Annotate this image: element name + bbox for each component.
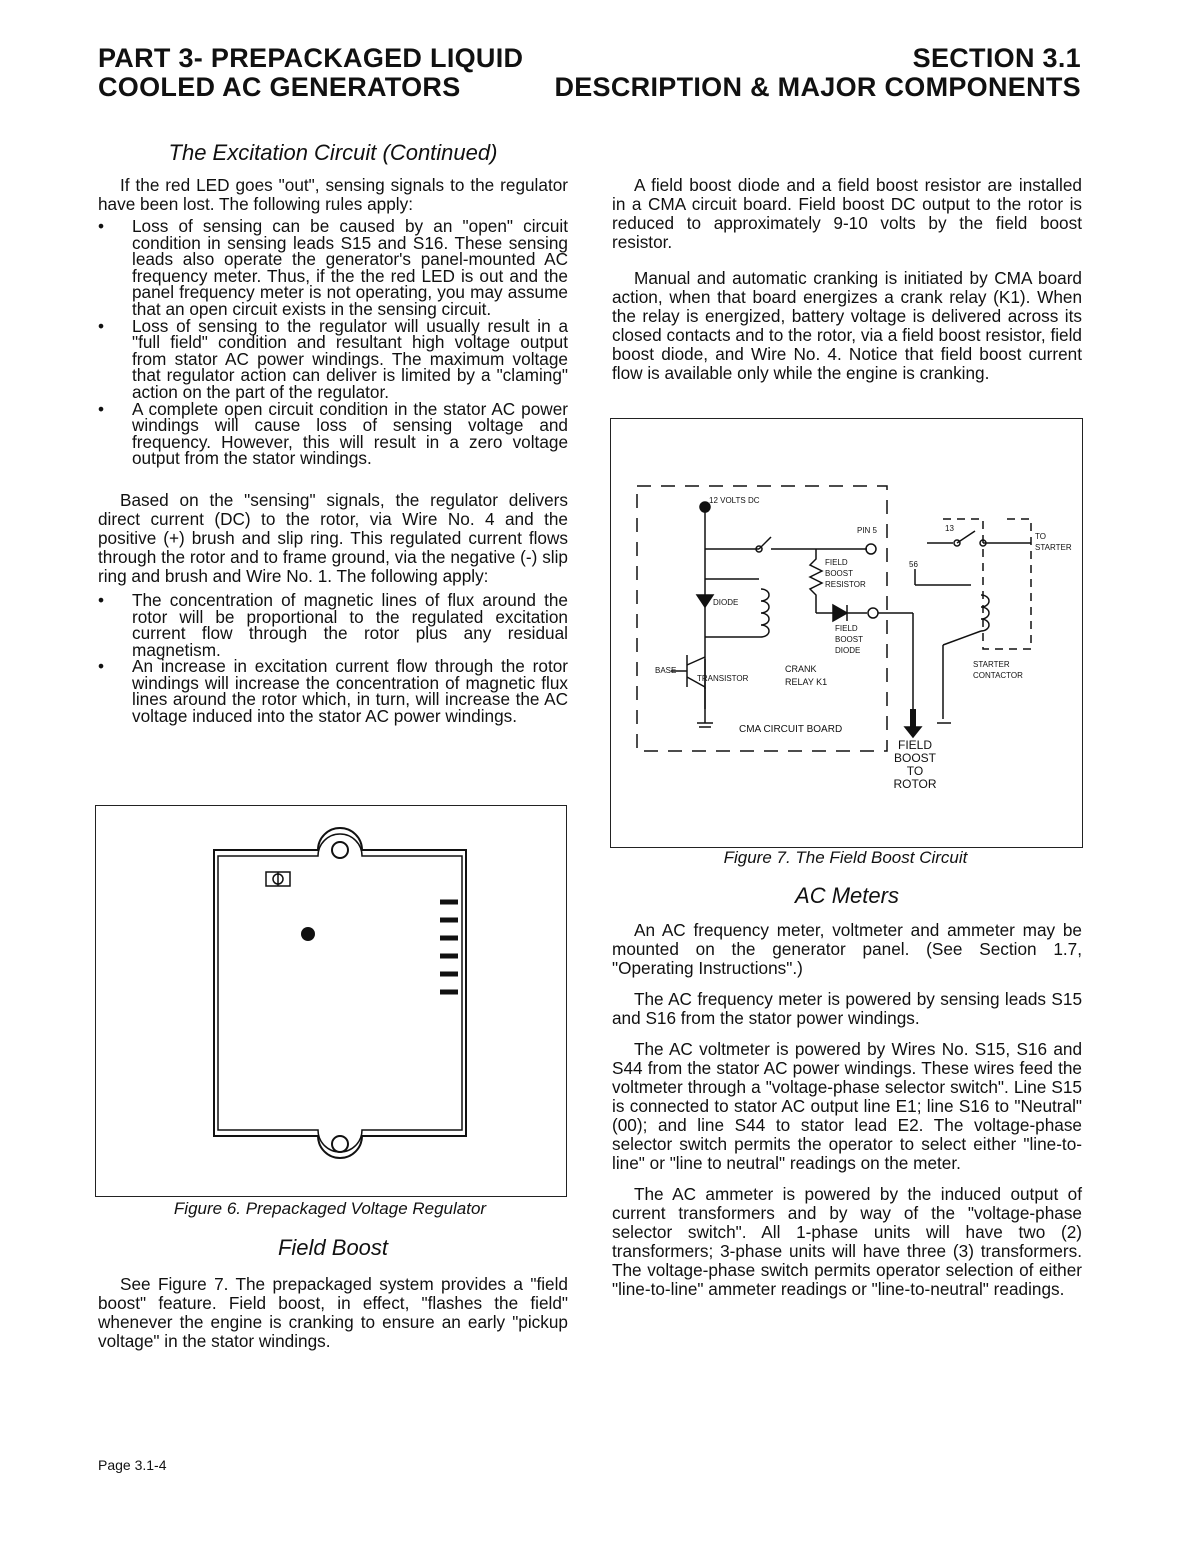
figure-7-caption: Figure 7. The Field Boost Circuit xyxy=(723,848,968,867)
label-12v: 12 VOLTS DC xyxy=(709,496,760,505)
label-diode: DIODE xyxy=(713,598,739,607)
part-title: PART 3- PREPACKAGED LIQUID COOLED AC GENERATORS xyxy=(98,43,524,102)
figure-7-box xyxy=(610,418,1083,848)
list-item: • An increase in excitation current flow through the rotor windings will increase the concentration of magnetic flux lines around the rotor which, in turn, will increase the AC voltage induced into the stator AC power windings. xyxy=(98,658,568,724)
label-resistor-1: FIELD xyxy=(825,558,848,567)
list-item: • Loss of sensing can be caused by an "open" circuit condition in sensing leads S15 and S16. These sensing leads also operate the generator's panel-mounted AC frequency meter. Thus, if the the red LED is out and the panel frequency meter is not operating, you may assume that an open circuit exists in the sensing circuit. xyxy=(98,218,568,318)
section-title: SECTION 3.1 DESCRIPTION & MAJOR COMPONENTS xyxy=(554,43,1081,102)
label-boost-diode-1: FIELD xyxy=(835,624,858,633)
label-to: TO xyxy=(1035,532,1046,541)
field-boost-paragraph: See Figure 7. The prepackaged system provides a "field boost" feature. Field boost, in effect, "flashes the field" whenever the engine is cranking to ensure an early "pickup voltage" in the stator windings. xyxy=(98,1274,568,1351)
label-56: 56 xyxy=(909,560,918,569)
sensing-rules-list xyxy=(98,218,568,467)
figure-6-box xyxy=(95,805,567,1197)
ac-meters-section xyxy=(612,883,1082,1299)
label-boost: BOOST xyxy=(893,751,937,765)
cranking-paragraph: Manual and automatic cranking is initiated by CMA board action, when that board energizes a crank relay (K1). When the relay is energized, battery voltage is delivered across its closed contacts and to the rotor, via a field boost resistor, field boost diode, and Wire No. 4. Notice that field boost current flow is available only while the engine is cranking. xyxy=(612,268,1082,383)
label-rotor: ROTOR xyxy=(893,777,937,791)
label-starter-contactor-1: STARTER xyxy=(973,660,1010,669)
voltage-regulator-illustration xyxy=(96,806,566,1196)
label-relay: RELAY K1 xyxy=(785,677,828,687)
label-crank: CRANK xyxy=(785,664,817,674)
figure-6-caption: Figure 6. Prepackaged Voltage Regulator xyxy=(173,1199,487,1218)
intro-paragraph: If the red LED goes "out", sensing signals to the regulator have been lost. The following rules apply: xyxy=(98,175,568,214)
label-resistor-3: RESISTOR xyxy=(825,580,866,589)
label-starter-contactor-2: CONTACTOR xyxy=(973,671,1023,680)
list-item: • Loss of sensing to the regulator will usually result in a "full field" condition and resultant high voltage output from stator AC power windings. The maximum voltage that regulator action can deliver is limited by a "claming" action on the part of the regulator. xyxy=(98,318,568,401)
page-number: Page 3.1-4 xyxy=(98,1457,167,1473)
label-pin5: PIN 5 xyxy=(857,526,878,535)
label-boost-diode-2: BOOST xyxy=(835,635,864,644)
ac-meters-paragraph-4: The AC ammeter is powered by the induced output of current transformers and by way of the "voltage-phase selector switch". All 1-phase units will have two (2) transformers; 3-phase units will have three (3) transformers. The voltage-phase switch permits operator selection of either "line-to-line" ammeter readings or "line-to-neutral" readings. xyxy=(612,1184,1082,1299)
left-column xyxy=(98,140,568,727)
ac-meters-paragraph-1: An AC frequency meter, voltmeter and ammeter may be mounted on the generator panel. (See Section 1.7, "Operating Instructions".) xyxy=(612,920,1082,978)
rotor-rules-list xyxy=(98,589,568,727)
field-boost-heading: Field Boost xyxy=(277,1235,389,1260)
list-item: • The concentration of magnetic lines of flux around the rotor will be proportional to the regulated excitation current flow through the rotor plus any residual magnetism. xyxy=(98,592,568,658)
ac-meters-paragraph-3: The AC voltmeter is powered by Wires No. S15, S16 and S44 from the stator AC power windings. These wires feed the voltmeter through a "voltage-phase selector switch". Line S15 is connected to stator AC output line E1; line S16 to "Neutral" (00); and line S44 to stator lead E2. The voltage-phase selector switch permits the operator to select either "line-to-line" or "line to neutral" readings on the meter. xyxy=(612,1039,1082,1173)
label-cma-board: CMA CIRCUIT BOARD xyxy=(739,724,843,735)
ac-meters-paragraph-2: The AC frequency meter is powered by sensing leads S15 and S16 from the stator power windings. xyxy=(612,989,1082,1028)
right-column-top xyxy=(612,176,1082,383)
label-starter: STARTER xyxy=(1035,543,1072,552)
label-13: 13 xyxy=(945,524,954,533)
sensing-paragraph: Based on the "sensing" signals, the regulator delivers direct current (DC) to the rotor, via Wire No. 4 and the positive (+) brush and slip ring. This regulated current flows through the rotor and to frame ground, via the negative (-) slip ring and brush and Wire No. 1. The following apply: xyxy=(98,489,568,586)
label-boost-diode-3: DIODE xyxy=(835,646,861,655)
list-item: • A complete open circuit condition in the stator AC power windings will cause loss of sensing voltage and frequency. However, this will result in a zero voltage output from the stator windings. xyxy=(98,401,568,467)
ac-meters-heading: AC Meters xyxy=(795,883,899,908)
label-base: BASE xyxy=(655,666,677,675)
field-boost-circuit-diagram xyxy=(611,419,1082,847)
field-boost-section xyxy=(98,1235,568,1351)
label-transistor: TRANSISTOR xyxy=(697,674,749,683)
excitation-heading: The Excitation Circuit (Continued) xyxy=(168,140,498,165)
label-to-rotor: TO xyxy=(906,764,924,778)
field-boost-diode-paragraph: A field boost diode and a field boost resistor are installed in a CMA circuit board. Field boost DC output to the rotor is reduced to approximately 9-10 volts by the field boost resistor. xyxy=(612,175,1082,252)
label-resistor-2: BOOST xyxy=(825,569,854,578)
label-field: FIELD xyxy=(897,738,933,752)
